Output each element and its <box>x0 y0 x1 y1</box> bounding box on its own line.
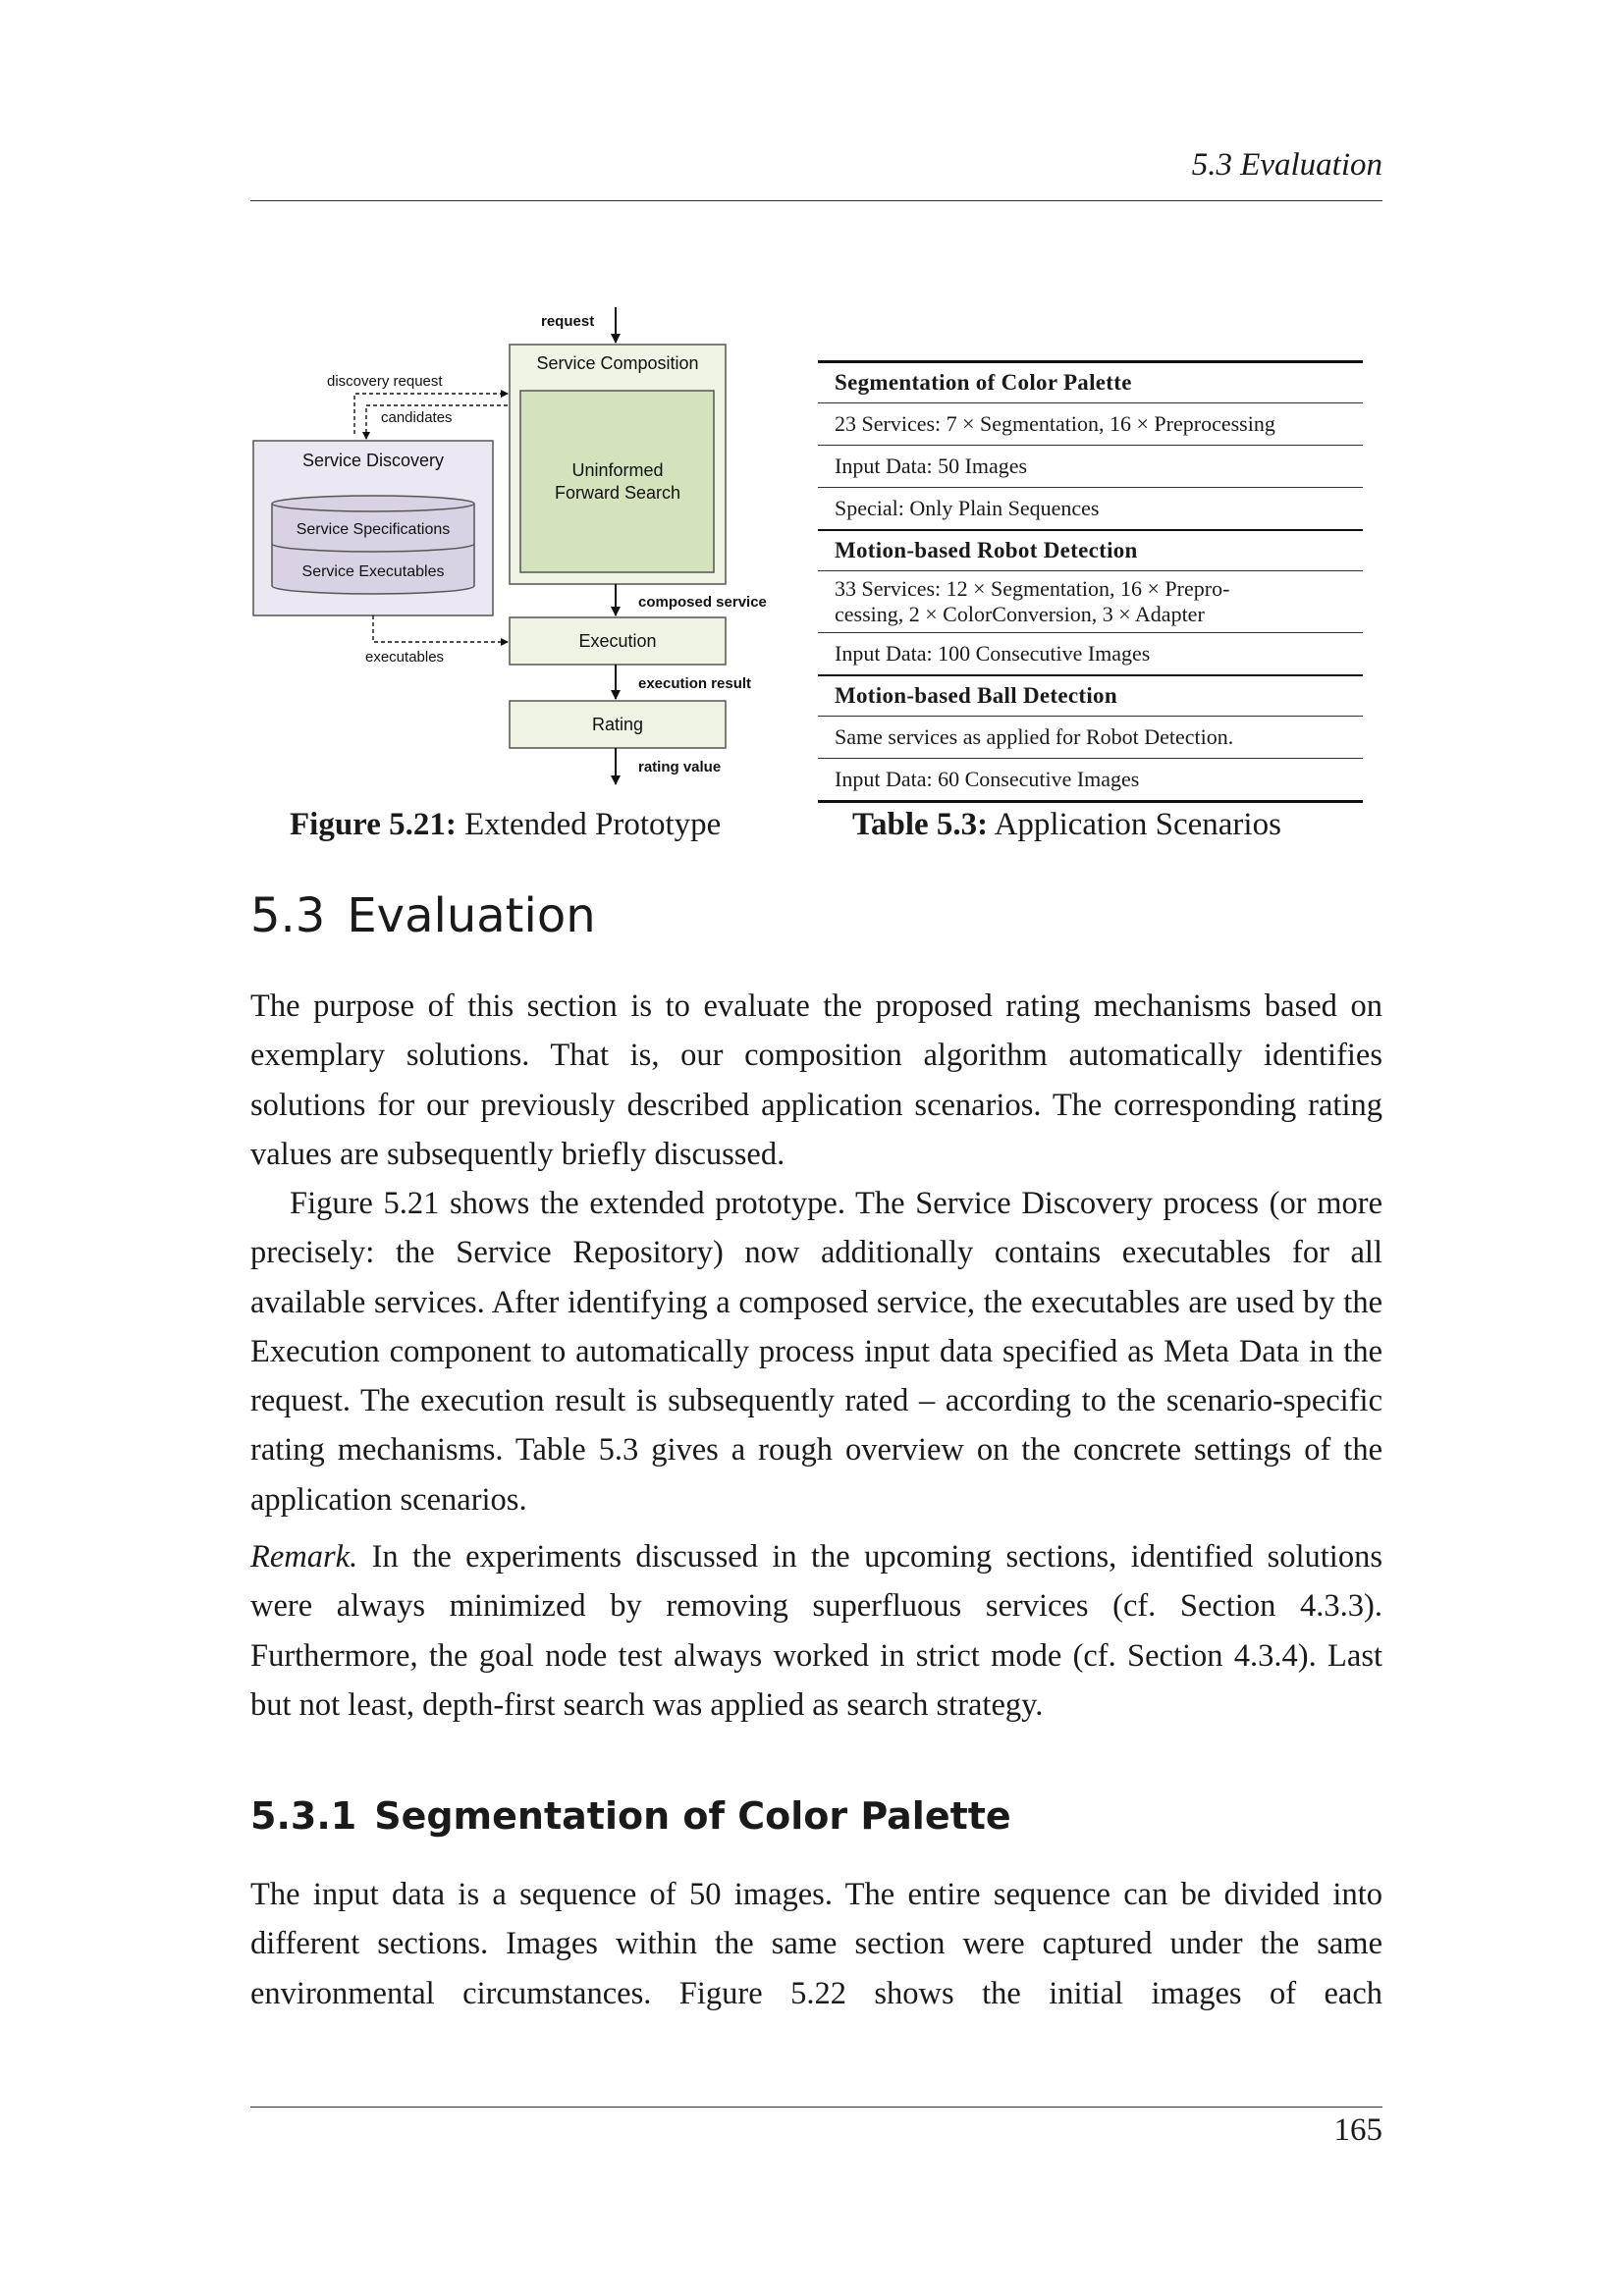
rating-label: Rating <box>591 715 644 734</box>
extended-prototype-diagram <box>250 299 800 790</box>
table-cell: Motion-based Robot Detection <box>818 530 1363 571</box>
running-header: 5.3 Evaluation <box>1191 147 1382 183</box>
paragraph-segmentation: The input data is a sequence of 50 images. The entire sequence can be divided into different sections. Images within the same section were captured under the same environmental circumstances. Figure 5.22 shows the initial images of each <box>250 1877 1382 2011</box>
section-title: Evaluation <box>347 888 596 943</box>
table-row <box>818 403 1363 446</box>
subsection-number: 5.3.1 <box>250 1794 357 1838</box>
search-label-line2: Forward Search <box>554 483 681 503</box>
figure-caption <box>290 807 721 843</box>
page-number: 165 <box>1333 2112 1382 2148</box>
table-group-header <box>818 530 1363 571</box>
table-group-header <box>818 675 1363 717</box>
remark-text: In the experiments discussed in the upcoming sections, identified solutions were always minimized by removing superfluous services (cf. Section 4.3.3). Furthermore, the goal node test always worked in strict mode (cf. Section 4.3.4). Last but not least, depth-first search was applied as search strategy. <box>250 1539 1382 1723</box>
paragraph-intro: The purpose of this section is to evaluate the proposed rating mechanisms based on exemplary solutions. That is, our composition algorithm automatically identifies solutions for our previously described application scenarios. The corresponding rating values are subsequently briefly discussed. <box>250 988 1382 1172</box>
table-caption-label: Table 5.3: <box>852 807 989 842</box>
table-cell-line: 33 Services: 12 × Segmentation, 16 × Prepro- <box>835 576 1230 601</box>
table-row <box>818 571 1363 633</box>
table-row <box>818 633 1363 676</box>
table-row <box>818 488 1363 531</box>
table-cell: Same services as applied for Robot Detection. <box>818 717 1363 759</box>
header-rule <box>250 200 1382 201</box>
application-scenarios-table <box>818 360 1363 803</box>
table-caption <box>852 807 1281 843</box>
search-box <box>520 391 714 572</box>
subsection-heading <box>250 1794 1011 1838</box>
table-cell <box>818 571 1363 633</box>
candidates-label: candidates <box>381 409 453 426</box>
rating-value-label: rating value <box>638 759 722 775</box>
table-cell: Motion-based Ball Detection <box>818 675 1363 717</box>
paragraph-remark <box>250 1532 1382 1730</box>
figure-caption-text: Extended Prototype <box>464 807 722 842</box>
search-label-line1: Uninformed <box>571 460 664 480</box>
request-label: request <box>541 313 595 330</box>
figure-caption-label: Figure 5.21: <box>290 807 457 842</box>
remark-lead: Remark. <box>250 1539 358 1575</box>
executables-label: executables <box>365 649 445 666</box>
execution-result-label: execution result <box>638 675 752 692</box>
execution-label: Execution <box>578 631 657 651</box>
subsection-title: Segmentation of Color Palette <box>374 1794 1011 1838</box>
table-cell: Special: Only Plain Sequences <box>818 488 1363 531</box>
table-row <box>818 759 1363 802</box>
table-cell-line: cessing, 2 × ColorConversion, 3 × Adapter <box>835 602 1205 626</box>
table-cell: 23 Services: 7 × Segmentation, 16 × Preprocessing <box>818 403 1363 446</box>
service-discovery-label: Service Discovery <box>301 451 445 470</box>
paragraph-prototype: Figure 5.21 shows the extended prototype. The Service Discovery process (or more precisely: the Service Repository) now additionally contains executables for all available services. After identifying a composed service, the executables are used by the Execution component to automatically process input data specified as Meta Data in the request. The execution result is subsequently rated – according to the scenario-specific rating mechanisms. Table 5.3 gives a rough overview on the concrete settings of the application scenarios. <box>250 1186 1382 1518</box>
table-group-header <box>818 362 1363 403</box>
composed-service-label: composed service <box>638 594 767 611</box>
service-composition-label: Service Composition <box>536 353 699 373</box>
table-cell: Input Data: 100 Consecutive Images <box>818 633 1363 676</box>
service-executables-label: Service Executables <box>301 563 445 580</box>
section-number: 5.3 <box>250 888 326 943</box>
section-heading <box>250 888 596 943</box>
table-cell: Input Data: 50 Images <box>818 446 1363 488</box>
discovery-request-label: discovery request <box>327 373 443 390</box>
table-row <box>818 717 1363 759</box>
table-cell: Input Data: 60 Consecutive Images <box>818 759 1363 802</box>
table-caption-text: Application Scenarios <box>994 807 1281 842</box>
table-cell: Segmentation of Color Palette <box>835 370 1132 395</box>
service-specifications-label: Service Specifications <box>296 521 451 538</box>
executables-arrow <box>373 615 508 642</box>
footer-rule <box>250 2107 1382 2108</box>
table-row <box>818 446 1363 488</box>
